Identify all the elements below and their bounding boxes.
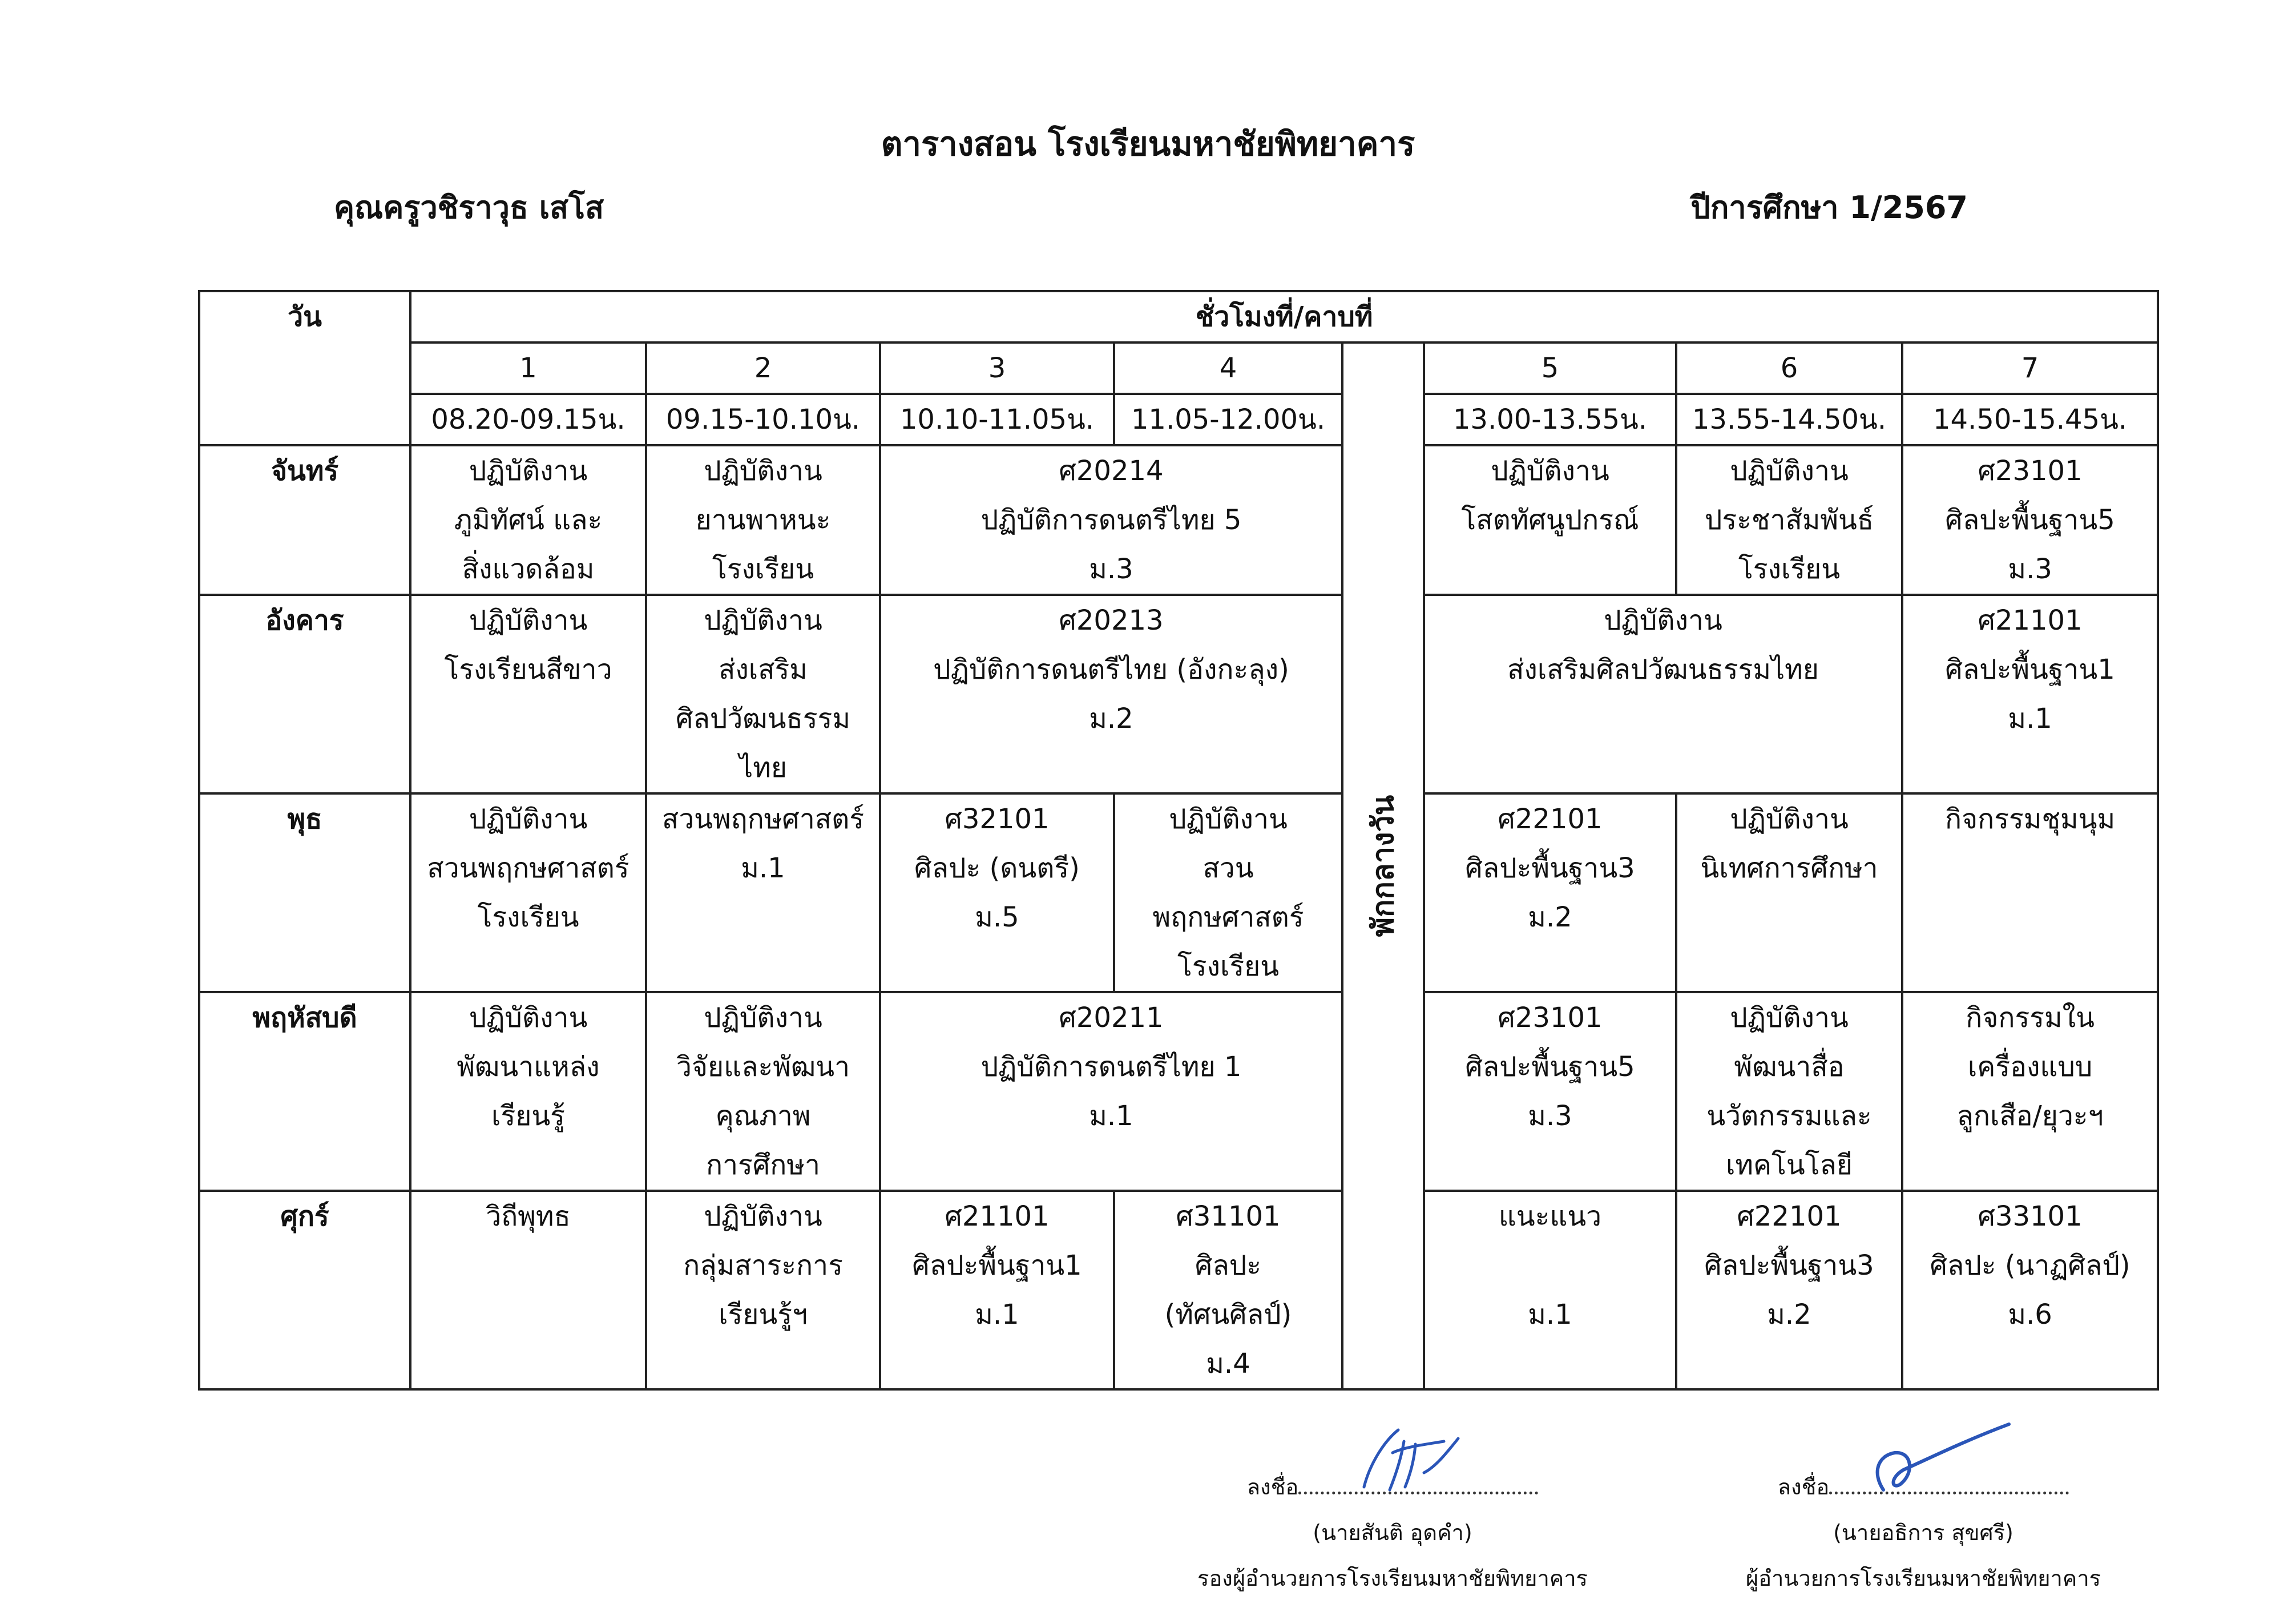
page-title: ตารางสอน โรงเรียนมหาชัยพิทยาคาร: [881, 124, 1415, 163]
cell-text-line: กิจกรรมใน: [1966, 1002, 2095, 1034]
signatory-position: รองผู้อำนวยการโรงเรียนมหาชัยพิทยาคาร: [1197, 1566, 1588, 1591]
day-row: [199, 793, 2158, 992]
schedule-cell: [880, 992, 1342, 1191]
period-number: 4: [1114, 342, 1342, 394]
schedule-cell: [646, 595, 880, 793]
cell-text-line: พฤกษศาสตร์: [1152, 901, 1304, 933]
cell-text-line: ปฏิบัติงาน: [704, 1002, 822, 1034]
cell-text-line: ศิลปะพื้นฐาน5: [1945, 504, 2115, 536]
signatory-name: (นายอธิการ สุขศรี): [1833, 1520, 2013, 1545]
cell-text-line: ศิลปะ (นาฏศิลป์): [1930, 1250, 2130, 1282]
schedule-cell: [880, 793, 1114, 992]
cell-text-line: ส่งเสริม: [719, 654, 808, 686]
handwritten-signature-deputy: [1330, 1419, 1478, 1504]
schedule-cell: [410, 445, 646, 595]
cell-text-line: โรงเรียนสีขาว: [444, 654, 612, 686]
cell-text-line: ศิลปะพื้นฐาน5: [1465, 1051, 1635, 1083]
day-name: ศุกร์: [199, 1191, 410, 1389]
schedule-cell: [880, 445, 1342, 595]
cell-text-line: โรงเรียน: [712, 553, 814, 585]
day-row: [199, 445, 2158, 595]
schedule-cell: [410, 992, 646, 1191]
period-time: 10.10-11.05น.: [880, 394, 1114, 445]
day-column-header: วัน: [199, 291, 410, 445]
day-row: [199, 1191, 2158, 1389]
cell-text-line: ไทย: [739, 752, 787, 784]
day-name: จันทร์: [199, 445, 410, 595]
schedule-cell: [646, 1191, 880, 1389]
cell-text-line: ม.1: [2008, 703, 2052, 735]
cell-text-line: ม.2: [1528, 901, 1572, 933]
cell-text-line: ศิลปะพื้นฐาน3: [1704, 1250, 1874, 1282]
schedule-cell: [410, 793, 646, 992]
schedule-cell: [1114, 793, 1342, 992]
schedule-cell: [1424, 992, 1676, 1191]
schedule-cell: [1676, 793, 1902, 992]
day-name: พุธ: [199, 793, 410, 992]
header-row: [199, 291, 2158, 342]
cell-text-line: วิจัยและพัฒนา: [676, 1051, 850, 1083]
period-time: 13.00-13.55น.: [1424, 394, 1676, 445]
cell-text-line: พัฒนาแหล่ง: [457, 1051, 600, 1083]
schedule-cell: [410, 1191, 646, 1389]
sign-label: ลงชื่อ: [1246, 1474, 1299, 1500]
cell-text-line: ศิลปะพื้นฐาน3: [1465, 852, 1635, 884]
cell-text-line: สิ่งแวดล้อม: [462, 553, 595, 585]
cell-text-line: ปฏิบัติงาน: [469, 455, 588, 487]
period-time-row: [199, 394, 2158, 445]
cell-text-line: โรงเรียน: [1738, 553, 1841, 585]
cell-text-line: พัฒนาสื่อ: [1734, 1051, 1845, 1083]
period-number: 7: [1902, 342, 2158, 394]
cell-text-line: ศิลปะ: [1195, 1250, 1262, 1282]
period-time: 08.20-09.15น.: [410, 394, 646, 445]
schedule-cell: [1902, 793, 2158, 992]
teacher-name: คุณครูวชิราวุธ เสโส: [334, 190, 604, 225]
cell-text-line: ม.4: [1206, 1348, 1250, 1380]
cell-text-line: ศิลปะพื้นฐาน1: [912, 1250, 1082, 1282]
cell-text-line: ม.3: [1089, 553, 1133, 585]
cell-text-line: วิถีพุทธ: [486, 1200, 571, 1232]
cell-text-line: ม.2: [1767, 1299, 1811, 1331]
cell-text-line: สวน: [1203, 852, 1254, 884]
cell-text-line: ศิลปวัฒนธรรม: [676, 703, 850, 735]
cell-text-line: ศ22101: [1737, 1200, 1842, 1232]
cell-text-line: ศ32101: [945, 803, 1050, 835]
schedule-cell: [1676, 992, 1902, 1191]
cell-text-line: นิเทศการศึกษา: [1700, 852, 1878, 884]
period-number: 1: [410, 342, 646, 394]
cell-text-line: ศิลปะ (ดนตรี): [914, 852, 1080, 884]
cell-text-line: สวนพฤกษศาสตร์: [661, 803, 865, 835]
schedule-cell: [1676, 445, 1902, 595]
cell-text-line: ปฏิบัติการดนตรีไทย 1: [980, 1051, 1242, 1083]
schedule-cell: [646, 445, 880, 595]
period-header: ชั่วโมงที่/คาบที่: [410, 291, 2158, 342]
cell-text-line: ม.3: [1528, 1100, 1572, 1132]
cell-text-line: เทคโนโลยี: [1725, 1149, 1853, 1181]
schedule-cell: [1424, 595, 1902, 793]
cell-text-line: ปฏิบัติงาน: [469, 803, 588, 835]
period-time: 11.05-12.00น.: [1114, 394, 1342, 445]
schedule-cell: [880, 1191, 1114, 1389]
day-name: พฤหัสบดี: [199, 992, 410, 1191]
cell-text-line: ปฏิบัติงาน: [1604, 605, 1722, 636]
cell-text-line: ปฏิบัติงาน: [1730, 803, 1849, 835]
cell-text-line: ปฏิบัติงาน: [469, 605, 588, 636]
schedule-cell: [646, 793, 880, 992]
cell-text-line: ม.1: [1089, 1100, 1133, 1132]
period-time: 09.15-10.10น.: [646, 394, 880, 445]
period-number: 3: [880, 342, 1114, 394]
cell-text-line: ศ22101: [1498, 803, 1603, 835]
cell-text-line: ประชาสัมพันธ์: [1704, 504, 1874, 536]
period-number: 2: [646, 342, 880, 394]
schedule-cell: [410, 595, 646, 793]
cell-text-line: ปฏิบัติการดนตรีไทย (อังกะลุง): [933, 654, 1289, 686]
cell-text-line: ภูมิทัศน์ และ: [454, 504, 603, 536]
cell-text-line: ศ20213: [1059, 605, 1164, 636]
period-time: 14.50-15.45น.: [1902, 394, 2158, 445]
schedule-cell: [1902, 595, 2158, 793]
cell-text-line: (ทัศนศิลป์): [1164, 1299, 1292, 1331]
day-name: อังคาร: [199, 595, 410, 793]
cell-text-line: ส่งเสริมศิลปวัฒนธรรมไทย: [1507, 654, 1819, 686]
schedule-cell: [1676, 1191, 1902, 1389]
cell-text-line: กลุ่มสาระการ: [683, 1250, 843, 1282]
cell-text-line: แนะแนว: [1498, 1200, 1602, 1232]
period-number: 5: [1424, 342, 1676, 394]
cell-text-line: ม.1: [975, 1299, 1019, 1331]
schedule-cell: [1114, 1191, 1342, 1389]
cell-text-line: ปฏิบัติงาน: [704, 1200, 822, 1232]
period-number: 6: [1676, 342, 1902, 394]
day-row: [199, 992, 2158, 1191]
cell-text-line: ปฏิบัติงาน: [1169, 803, 1288, 835]
day-row: [199, 595, 2158, 793]
cell-text-line: เรียนรู้: [491, 1100, 565, 1132]
cell-text-line: ศ21101: [1978, 605, 2083, 636]
period-time: 13.55-14.50น.: [1676, 394, 1902, 445]
cell-text-line: ปฏิบัติงาน: [469, 1002, 588, 1034]
period-number-row: [199, 342, 2158, 394]
lunch-break-column: [1342, 342, 1424, 1389]
cell-text-line: ศ21101: [945, 1200, 1050, 1232]
cell-text-line: ปฏิบัติงาน: [704, 455, 822, 487]
cell-text-line: [1425, 1241, 1675, 1290]
cell-text-line: ศ31101: [1176, 1200, 1281, 1232]
schedule-cell: [880, 595, 1342, 793]
cell-text-line: การศึกษา: [706, 1149, 820, 1181]
cell-text-line: ม.1: [1528, 1299, 1572, 1331]
cell-text-line: ม.3: [2008, 553, 2052, 585]
sign-label: ลงชื่อ: [1777, 1474, 1830, 1500]
cell-text-line: ม.2: [1089, 703, 1133, 735]
cell-text-line: ปฏิบัติงาน: [1730, 1002, 1849, 1034]
cell-text-line: ศ20211: [1059, 1002, 1164, 1034]
cell-text-line: โรงเรียน: [1177, 950, 1280, 982]
cell-text-line: กิจกรรมชุมนุม: [1944, 803, 2116, 835]
cell-text-line: ปฏิบัติงาน: [1491, 455, 1609, 487]
cell-text-line: ม.6: [2008, 1299, 2052, 1331]
cell-text-line: โสตทัศนูปกรณ์: [1461, 504, 1639, 536]
schedule-cell: [1902, 1191, 2158, 1389]
cell-text-line: ศ23101: [1978, 455, 2083, 487]
signatory-position: ผู้อำนวยการโรงเรียนมหาชัยพิทยาคาร: [1745, 1566, 2101, 1591]
cell-text-line: ยานพาหนะ: [695, 504, 831, 536]
signatory-name: (นายสันติ อุดคำ): [1313, 1520, 1472, 1545]
schedule-cell: [1902, 992, 2158, 1191]
schedule-cell: [1424, 793, 1676, 992]
cell-text-line: ลูกเสือ/ยุวะฯ: [1956, 1100, 2104, 1132]
cell-text-line: นวัตกรรมและ: [1706, 1100, 1872, 1132]
cell-text-line: ศ20214: [1059, 455, 1164, 487]
cell-text-line: ม.1: [741, 852, 785, 884]
cell-text-line: สวนพฤกษศาสตร์: [427, 852, 630, 884]
schedule-cell: [646, 992, 880, 1191]
cell-text-line: เรียนรู้ฯ: [719, 1299, 808, 1331]
cell-text-line: เครื่องแบบ: [1967, 1051, 2093, 1083]
schedule-cell: [1902, 445, 2158, 595]
cell-text-line: คุณภาพ: [715, 1100, 811, 1132]
cell-text-line: ปฏิบัติงาน: [704, 605, 822, 636]
schedule-cell: [1424, 1191, 1676, 1389]
schedule-cell: [1424, 445, 1676, 595]
cell-text-line: ปฏิบัติงาน: [1730, 455, 1849, 487]
academic-year: ปีการศึกษา 1/2567: [1690, 190, 1968, 225]
timetable: [198, 290, 2159, 1391]
lunch-break-label: พักกลางวัน: [1366, 795, 1401, 937]
cell-text-line: ศ33101: [1978, 1200, 2083, 1232]
cell-text-line: ปฏิบัติการดนตรีไทย 5: [980, 504, 1242, 536]
cell-text-line: ศิลปะพื้นฐาน1: [1945, 654, 2115, 686]
cell-text-line: ศ23101: [1498, 1002, 1603, 1034]
handwritten-signature-director: [1849, 1416, 2020, 1507]
cell-text-line: โรงเรียน: [477, 901, 579, 933]
cell-text-line: ม.5: [975, 901, 1019, 933]
